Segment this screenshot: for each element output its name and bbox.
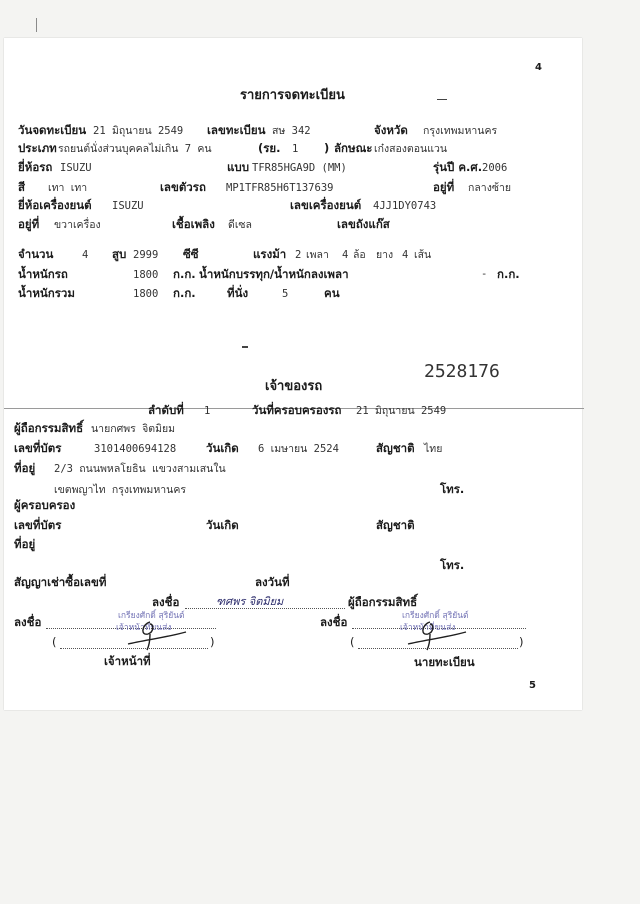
axle-count: 2 [295, 249, 302, 261]
cc-label: ซีซี [183, 247, 199, 261]
registrar-paren-open: ( [350, 635, 355, 649]
feature-value: เก๋งสองตอนแวน [374, 143, 448, 155]
possessor-phone-label: โทร. [440, 558, 465, 572]
engine-loc-value: ขวาเครื่อง [54, 219, 101, 231]
gas-tank-label: เลขถังแก๊ส [337, 217, 390, 231]
engine-no-value: 4JJ1DY0743 [373, 200, 437, 212]
rs-value: 1 [292, 143, 299, 155]
page-number-bottom: 5 [529, 680, 536, 691]
province-label: จังหวัด [374, 123, 408, 137]
reg-no-label: เลขทะเบียน [207, 123, 266, 137]
model-value: TFR85HGA9D (MM) [252, 162, 347, 174]
chassis-label: เลขตัวรถ [160, 180, 206, 194]
owner-handwritten-signature: ฑศพร จิตมิยม [216, 595, 284, 608]
registrar-sign-label: ลงชื่อ [320, 615, 348, 629]
dob-label: วันเกิด [206, 441, 239, 455]
fuel-label: เชื้อเพลิง [172, 217, 215, 231]
type-label: ประเภท [18, 141, 57, 155]
owner-sign-title: ผู้ถือกรรมสิทธิ์ [348, 595, 418, 609]
registrar-title: นายทะเบียน [414, 655, 475, 669]
order-label: ลำดับที่ [148, 403, 184, 417]
officer-sign-label: ลงชื่อ [14, 615, 42, 629]
brand-label: ยี่ห้อรถ [18, 160, 53, 174]
owner-label: ผู้ถือกรรมสิทธิ์ [14, 421, 84, 435]
axle-label: เพลา [306, 249, 329, 261]
officer-title: เจ้าหน้าที่ [104, 654, 151, 668]
cc-value: 2999 [133, 249, 159, 261]
gross-label: น้ำหนักรวม [18, 286, 75, 300]
scan-mark [242, 346, 248, 348]
hire-purchase-label: สัญญาเช่าซื้อเลขที่ [14, 575, 107, 589]
cylinder-count: 4 [82, 249, 89, 261]
section-title-registration: รายการจดทะเบียน [240, 88, 345, 103]
feature-label: ลักษณะ [334, 141, 373, 155]
registrar-signature-scribble [400, 618, 470, 654]
brand-value: ISUZU [60, 162, 92, 174]
fuel-value: ดีเซล [228, 219, 252, 231]
id-label: เลขที่บัตร [14, 441, 62, 455]
rs-close: ) [324, 141, 330, 155]
seats-unit: คน [324, 286, 340, 300]
year-value: 2006 [482, 162, 508, 174]
officer-stamp-role: เจ้าหน้าที่ขนส่ง [116, 623, 172, 633]
reg-date-label: วันจดทะเบียน [18, 123, 87, 137]
tire-label: ยาง [376, 249, 394, 261]
possessor-address-label: ที่อยู่ [14, 537, 36, 551]
count-label: จำนวน [18, 247, 54, 261]
reg-no-value: สษ 342 [272, 125, 311, 137]
registrar-stamp-name: เกรียงศักดิ์ สุริยันต์ [402, 611, 469, 621]
year-label: รุ่นปี ค.ศ. [433, 160, 483, 174]
type-value: รถยนต์นั่งส่วนบุคคลไม่เกิน 7 คน [58, 143, 212, 155]
possessor-label: ผู้ครอบครอง [14, 498, 76, 512]
load-value: - [481, 268, 488, 280]
address-line-2: เขตพญาไท กรุงเทพมหานคร [54, 484, 187, 496]
possessor-id-label: เลขที่บัตร [14, 518, 62, 532]
phone-label: โทร. [440, 482, 465, 496]
load-label: น้ำหนักบรรทุก/น้ำหนักลงเพลา [199, 267, 349, 281]
possessor-nationality-label: สัญชาติ [376, 518, 415, 532]
officer-signature-scribble [120, 618, 190, 654]
reg-date-value: 21 มิถุนายน 2549 [93, 125, 184, 137]
weight-value: 1800 [133, 269, 159, 281]
nationality-label: สัญชาติ [376, 441, 415, 455]
gross-value: 1800 [133, 288, 159, 300]
wheel-label: ล้อ [353, 249, 366, 261]
page-number-top: 4 [535, 62, 542, 73]
officer-stamp-name: เกรียงศักดิ์ สุริยันต์ [118, 611, 185, 621]
registrar-paren-close: ) [519, 635, 524, 649]
owner-name: นายกศพร จิตมิยม [91, 423, 176, 435]
chassis-loc-label: อยู่ที่ [433, 180, 455, 194]
possessor-dob-label: วันเกิด [206, 518, 239, 532]
weight-unit: ก.ก. [173, 267, 196, 281]
color-label: สี [18, 180, 26, 194]
chassis-value: MP1TFR85H6T137639 [226, 182, 334, 194]
hire-date-label: ลงวันที่ [255, 575, 290, 589]
scan-mark [437, 99, 447, 100]
load-unit: ก.ก. [497, 267, 520, 281]
owner-sign-label: ลงชื่อ [152, 595, 180, 609]
chassis-loc-value: กลางซ้าย [468, 182, 511, 194]
id-value: 3101400694128 [94, 443, 177, 455]
order-value: 1 [204, 405, 211, 417]
wheel-count: 4 [342, 249, 349, 261]
possess-date-label: วันที่ครอบครองรถ [252, 403, 342, 417]
model-label: แบบ [227, 160, 250, 174]
possess-date-value: 21 มิถุนายน 2549 [356, 405, 447, 417]
address-line-1: 2/3 ถนนพหลโยธิน แขวงสามเสนใน [54, 463, 226, 475]
gross-unit: ก.ก. [173, 286, 196, 300]
hp-label: แรงม้า [253, 247, 287, 261]
address-label: ที่อยู่ [14, 461, 36, 475]
rs-label: (รย. [258, 141, 281, 155]
nationality-value: ไทย [424, 443, 443, 455]
weight-label: น้ำหนักรถ [18, 267, 68, 281]
tire-count: 4 [402, 249, 409, 261]
engine-brand-label: ยี่ห้อเครื่องยนต์ [18, 198, 92, 212]
seats-value: 5 [282, 288, 289, 300]
cylinder-label: สูบ [112, 247, 127, 261]
engine-brand-value: ISUZU [112, 200, 144, 212]
engine-no-label: เลขเครื่องยนต์ [290, 198, 362, 212]
seats-label: ที่นั่ง [227, 286, 249, 300]
officer-paren-open: ( [52, 635, 57, 649]
engine-loc-label: อยู่ที่ [18, 217, 40, 231]
color-value: เทา เทา [48, 182, 88, 194]
scan-mark [36, 18, 37, 32]
tire-unit: เส้น [414, 249, 432, 261]
officer-paren-close: ) [210, 635, 215, 649]
section-title-owner: เจ้าของรถ [265, 379, 323, 394]
registrar-stamp-role: เจ้าหน้าที่ขนส่ง [400, 623, 456, 633]
dob-value: 6 เมษายน 2524 [258, 443, 339, 455]
province-value: กรุงเทพมหานคร [423, 125, 498, 137]
stray-number: 2528176 [424, 361, 500, 382]
